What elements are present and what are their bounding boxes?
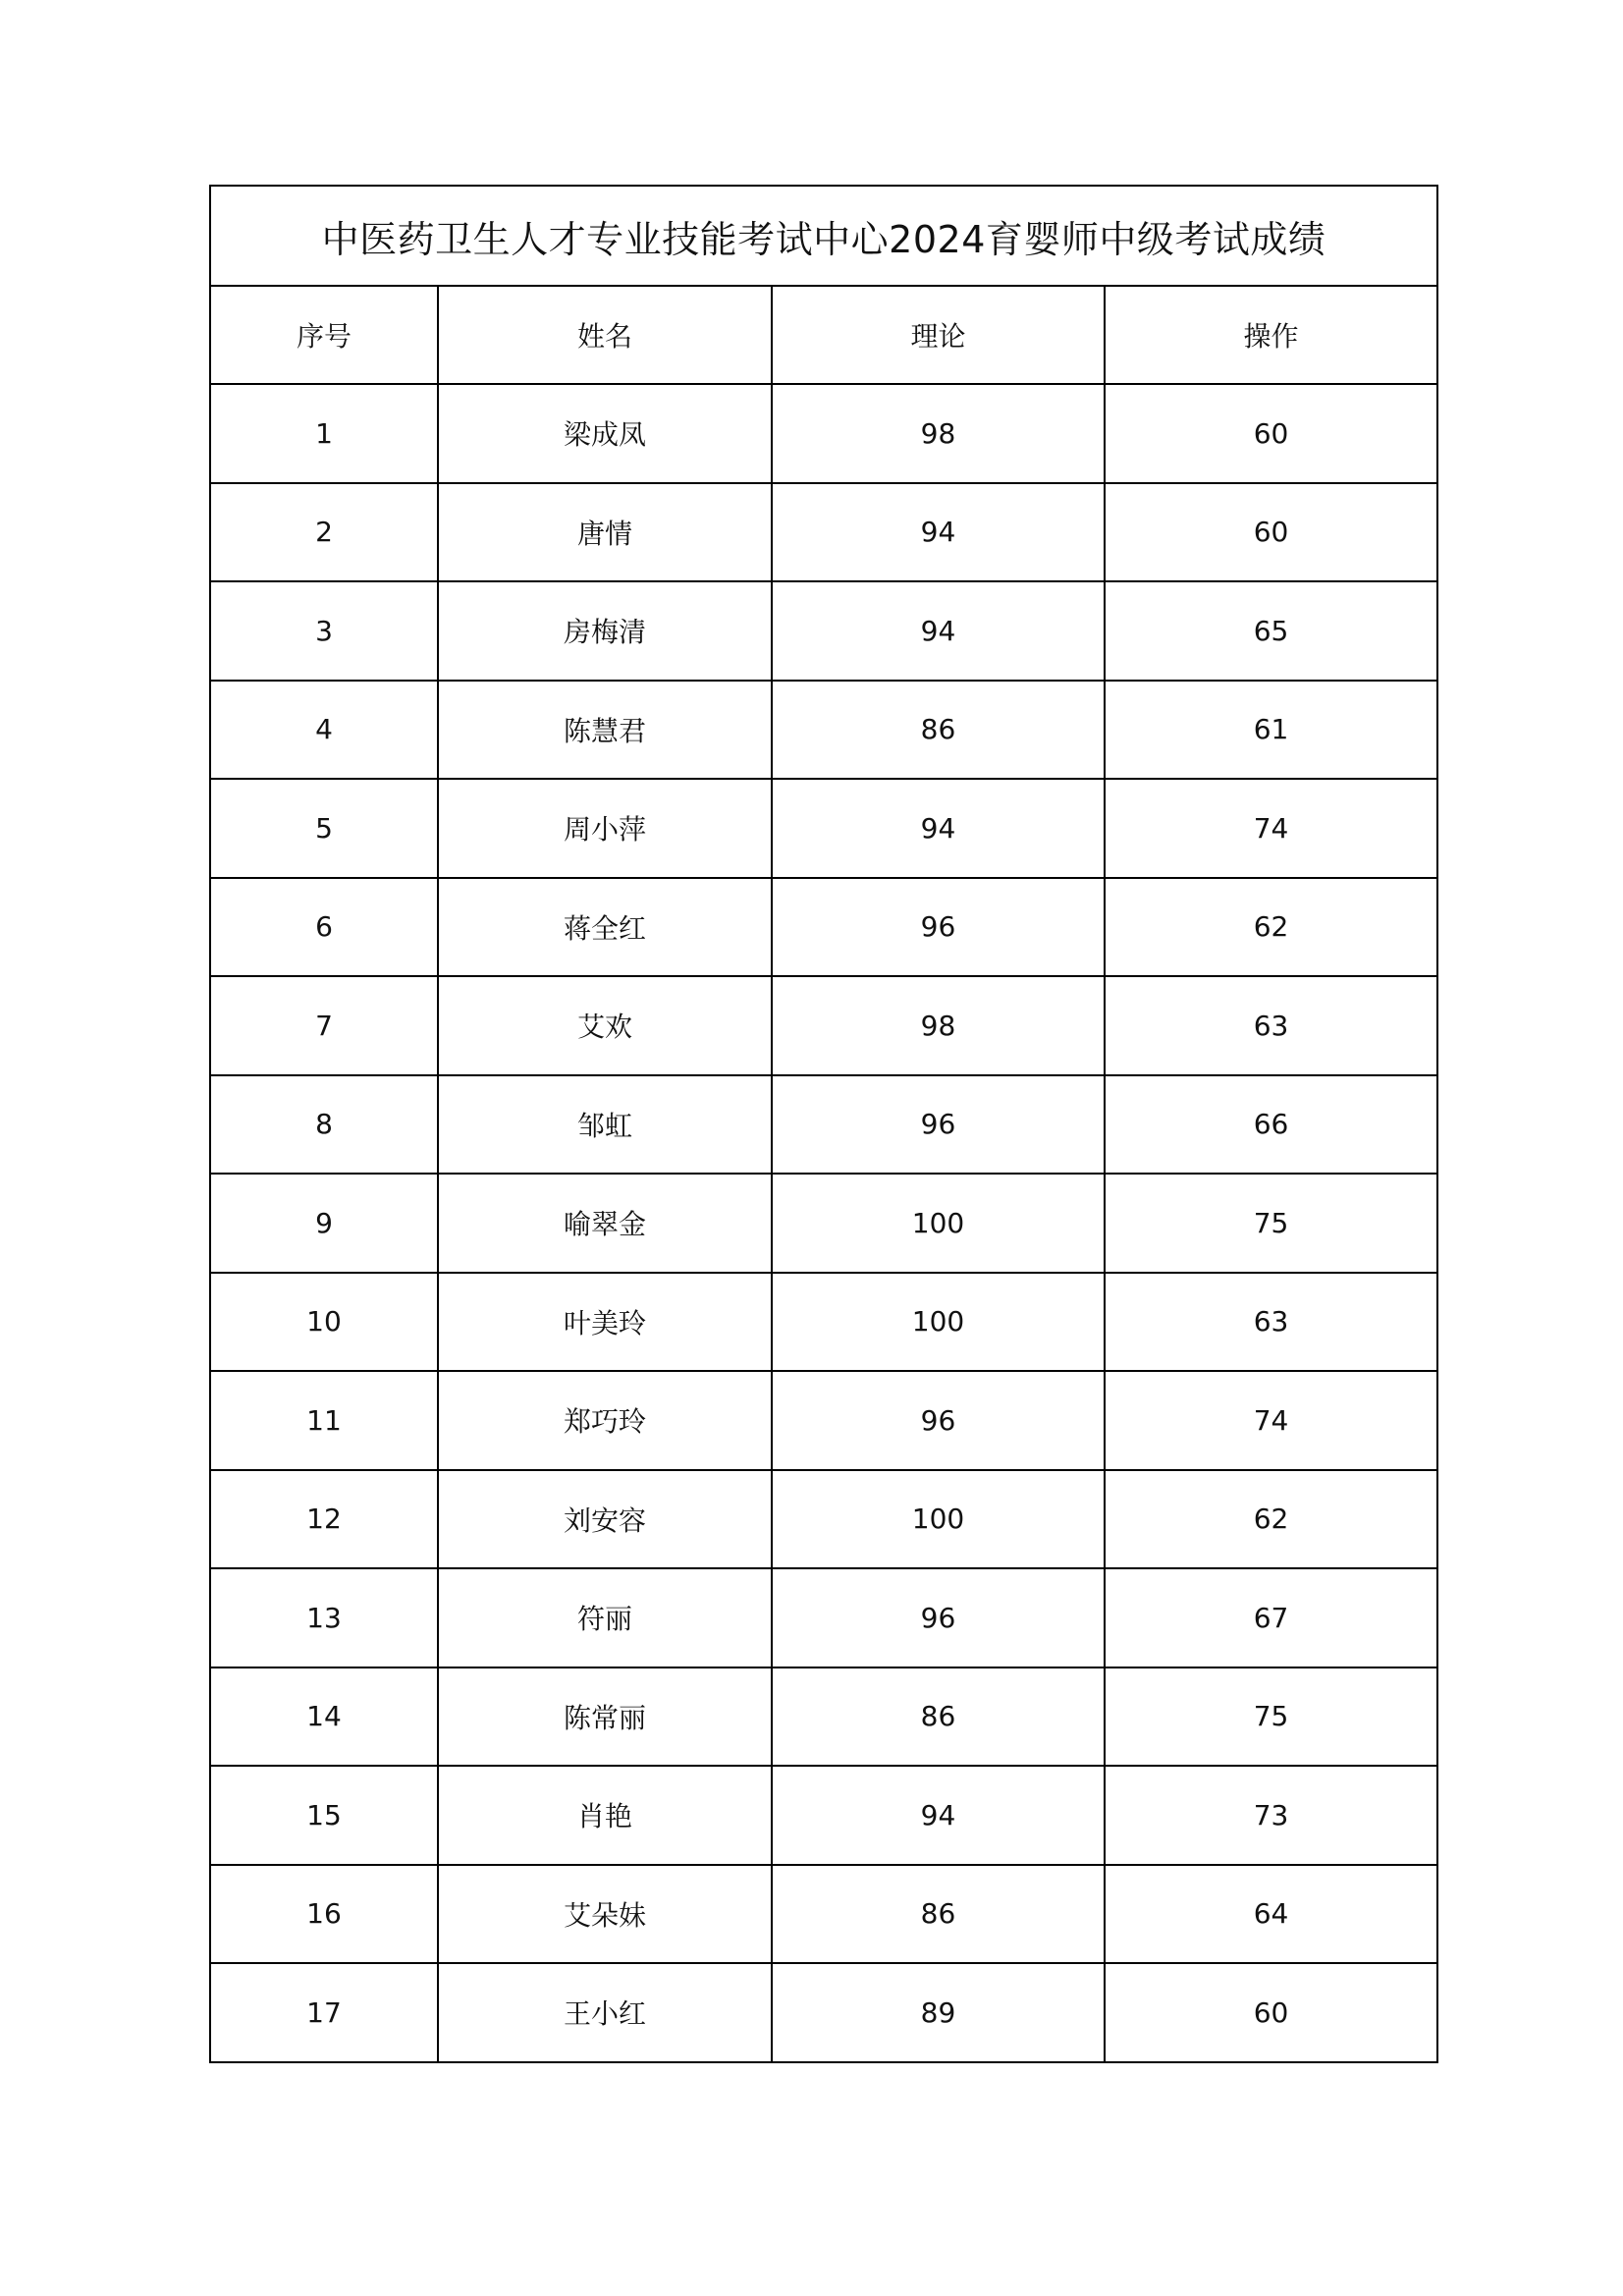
cell-name: 房梅清 [438,581,772,681]
cell-operation: 65 [1105,581,1437,681]
cell-index: 15 [210,1766,438,1865]
cell-theory: 86 [772,1865,1105,1964]
cell-name: 刘安容 [438,1470,772,1569]
cell-theory: 100 [772,1470,1105,1569]
cell-name: 蒋全红 [438,878,772,977]
cell-operation: 62 [1105,878,1437,977]
table-row [210,878,1437,977]
cell-index: 14 [210,1667,438,1767]
cell-operation: 73 [1105,1766,1437,1865]
cell-index: 17 [210,1963,438,2062]
cell-theory: 94 [772,1766,1105,1865]
cell-operation: 61 [1105,681,1437,780]
cell-index: 10 [210,1273,438,1372]
cell-theory: 96 [772,878,1105,977]
cell-index: 5 [210,779,438,878]
column-header-operation: 操作 [1105,286,1437,384]
cell-theory: 98 [772,384,1105,483]
cell-theory: 94 [772,581,1105,681]
cell-name: 陈常丽 [438,1667,772,1767]
table-row [210,1174,1437,1273]
cell-name: 陈慧君 [438,681,772,780]
cell-operation: 74 [1105,779,1437,878]
cell-index: 1 [210,384,438,483]
cell-operation: 74 [1105,1371,1437,1470]
table-row [210,976,1437,1075]
table-row [210,581,1437,681]
cell-operation: 75 [1105,1667,1437,1767]
table-row [210,779,1437,878]
cell-index: 8 [210,1075,438,1175]
cell-name: 艾朵妹 [438,1865,772,1964]
cell-operation: 60 [1105,483,1437,582]
cell-operation: 67 [1105,1568,1437,1667]
column-header-name: 姓名 [438,286,772,384]
cell-name: 艾欢 [438,976,772,1075]
cell-operation: 64 [1105,1865,1437,1964]
cell-operation: 66 [1105,1075,1437,1175]
cell-theory: 100 [772,1273,1105,1372]
cell-index: 3 [210,581,438,681]
score-table [209,185,1438,2063]
header-row [210,286,1437,384]
table-row [210,1667,1437,1767]
cell-theory: 89 [772,1963,1105,2062]
cell-theory: 96 [772,1568,1105,1667]
cell-operation: 63 [1105,976,1437,1075]
cell-name: 符丽 [438,1568,772,1667]
cell-name: 王小红 [438,1963,772,2062]
cell-theory: 86 [772,681,1105,780]
cell-theory: 100 [772,1174,1105,1273]
cell-index: 13 [210,1568,438,1667]
table-row [210,384,1437,483]
table-row [210,1963,1437,2062]
table-row [210,483,1437,582]
cell-name: 肖艳 [438,1766,772,1865]
cell-theory: 96 [772,1371,1105,1470]
cell-name: 喻翠金 [438,1174,772,1273]
column-header-index: 序号 [210,286,438,384]
cell-index: 12 [210,1470,438,1569]
table-title: 中医药卫生人才专业技能考试中心2024育婴师中级考试成绩 [210,186,1437,286]
cell-name: 周小萍 [438,779,772,878]
cell-name: 郑巧玲 [438,1371,772,1470]
cell-index: 4 [210,681,438,780]
cell-index: 9 [210,1174,438,1273]
cell-operation: 75 [1105,1174,1437,1273]
column-header-theory: 理论 [772,286,1105,384]
table-row [210,1568,1437,1667]
cell-index: 7 [210,976,438,1075]
cell-theory: 86 [772,1667,1105,1767]
cell-operation: 62 [1105,1470,1437,1569]
table-row [210,1865,1437,1964]
table-row [210,1075,1437,1175]
cell-name: 唐情 [438,483,772,582]
cell-theory: 94 [772,483,1105,582]
table-row [210,681,1437,780]
cell-index: 2 [210,483,438,582]
table-row [210,1470,1437,1569]
cell-name: 叶美玲 [438,1273,772,1372]
table-row [210,1371,1437,1470]
score-sheet [209,185,1436,2063]
cell-operation: 60 [1105,384,1437,483]
cell-index: 11 [210,1371,438,1470]
title-row [210,186,1437,286]
cell-index: 16 [210,1865,438,1964]
cell-theory: 98 [772,976,1105,1075]
cell-theory: 94 [772,779,1105,878]
cell-index: 6 [210,878,438,977]
table-row [210,1766,1437,1865]
cell-name: 邹虹 [438,1075,772,1175]
cell-operation: 60 [1105,1963,1437,2062]
cell-name: 梁成凤 [438,384,772,483]
cell-operation: 63 [1105,1273,1437,1372]
table-row [210,1273,1437,1372]
cell-theory: 96 [772,1075,1105,1175]
